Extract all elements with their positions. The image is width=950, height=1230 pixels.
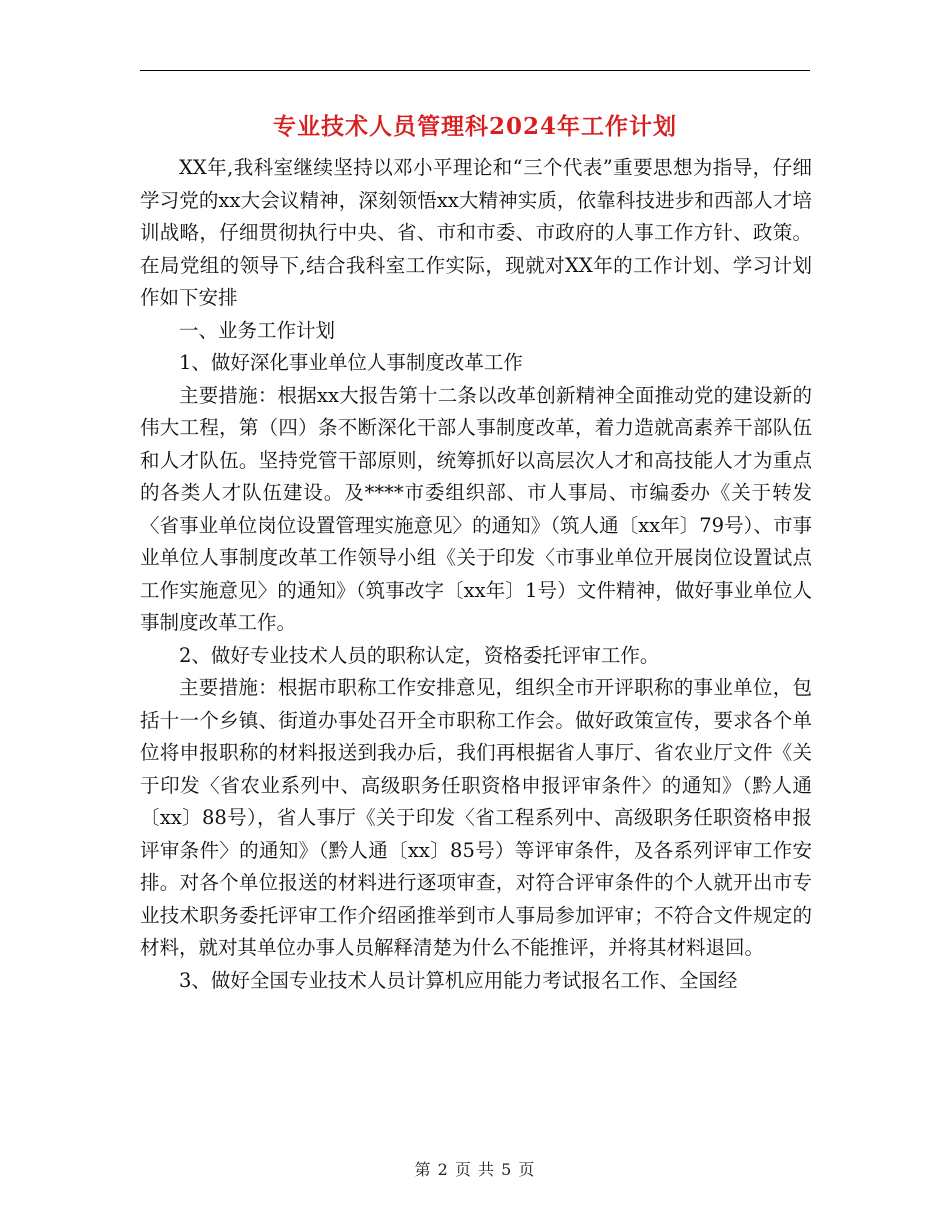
document-body bbox=[140, 152, 812, 997]
heading-section-1: 一、业务工作计划 bbox=[179, 318, 336, 342]
paragraph-measures-1: 主要措施：根据xx大报告第十二条以改革创新精神全面推动党的建设新的伟大工程，第（四）条不断深化干部人事制度改革，着力造就高素养干部队伍和人才队伍。坚持党管干部原则，统筹抓好以高层次人才和高技能人才为重点的各类人才队伍建设。及****市委组织部、市人事局、市编委办《关于转发〈省事业单位岗位设置管理实施意见〉的通知》（筑人通〔xx年〕79号）、市事业单位人事制度改革工作领导小组《关于印发〈市事业单位开展岗位设置试点工作实施意见〉的通知》（筑事改字〔xx年〕1号）文件精神，做好事业单位人事制度改革工作。 bbox=[140, 383, 812, 634]
paragraph-measures-2: 主要措施：根据市职称工作安排意见，组织全市开评职称的事业单位，包括十一个乡镇、街道办事处召开全市职称工作会。做好政策宣传，要求各个单位将申报职称的材料报送到我办后，我们再根据省人事厅、省农业厅文件《关于印发〈省农业系列中、高级职务任职资格申报评审条件〉的通知》（黔人通〔xx〕88号），省人事厅《关于印发〈省工程系列中、高级职务任职资格申报评审条件〉的通知》（黔人通〔xx〕85号）等评审条件，及各系列评审工作安排。对各个单位报送的材料进行逐项审查，对符合评审条件的个人就开出市专业技术职务委托评审工作介绍函推举到市人事局参加评审；不符合文件规定的材料，就对其单位办事人员解释清楚为什么不能推评，并将其材料退回。 bbox=[140, 676, 812, 959]
heading-item-3: 3、做好全国专业技术人员计算机应用能力考试报名工作、全国经 bbox=[179, 968, 738, 992]
header-rule bbox=[140, 70, 810, 71]
paragraph-intro: XX年,我科室继续坚持以邓小平理论和“三个代表”重要思想为指导，仔细学习党的xx大会议精神，深刻领悟xx大精神实质，依靠科技进步和西部人才培训战略，仔细贯彻执行中央、省、市和市委、市政府的人事工作方针、政策。在局党组的领导下,结合我科室工作实际，现就对XX年的工作计划、学习计划作如下安排 bbox=[140, 156, 812, 309]
document-title: 专业技术人员管理科2024年工作计划 bbox=[272, 113, 677, 140]
heading-item-1: 1、做好深化事业单位人事制度改革工作 bbox=[179, 351, 523, 374]
page-number: 第 2 页 共 5 页 bbox=[414, 1160, 536, 1179]
heading-item-2: 2、做好专业技术人员的职称认定，资格委托评审工作。 bbox=[179, 643, 660, 667]
